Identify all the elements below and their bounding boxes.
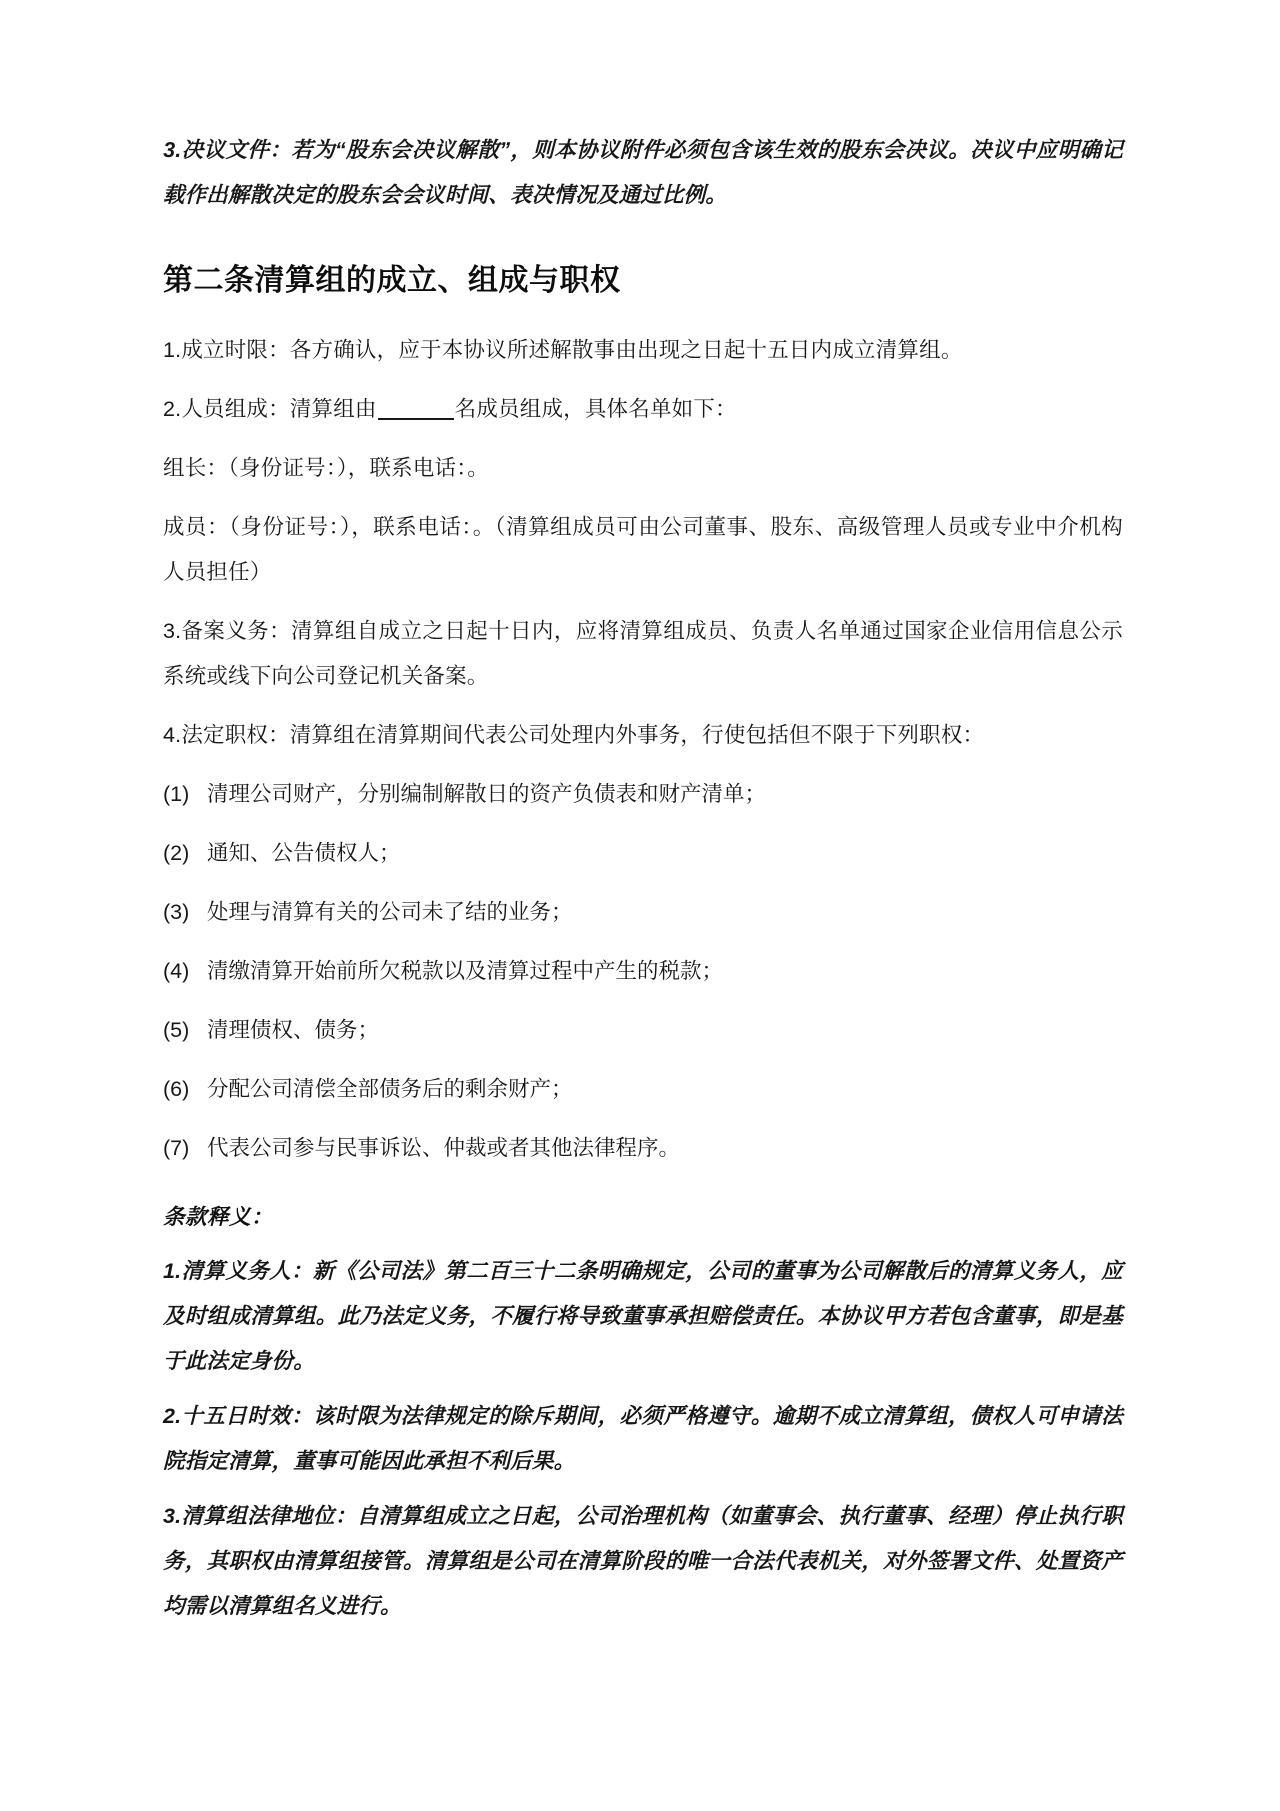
clause-personnel-prefix: 2.人员组成：清算组由: [163, 397, 377, 421]
list-text: 代表公司参与民事诉讼、仲裁或者其他法律程序。: [207, 1136, 681, 1160]
gloss-paragraph-1: 1.清算义务人：新《公司法》第二百三十二条明确规定，公司的董事为公司解散后的清算义务人，应及时组成清算组。此乃法定义务，不履行将导致董事承担赔偿责任。本协议甲方若包含董事，即是基于此法定身份。: [163, 1259, 1123, 1373]
list-marker: (5): [163, 1018, 190, 1042]
document-content: [163, 128, 1123, 1629]
list-text: 处理与清算有关的公司未了结的业务；: [207, 900, 573, 924]
list-item: [163, 1067, 1123, 1112]
gloss-paragraph-2: 2.十五日时效：该时限为法律规定的除斥期间，必须严格遵守。逾期不成立清算组，债权人可申请法院指定清算，董事可能因此承担不利后果。: [163, 1404, 1123, 1473]
list-item: [163, 1008, 1123, 1053]
list-marker: (4): [163, 959, 190, 983]
clause-establishment-deadline: 1.成立时限：各方确认，应于本协议所述解散事由出现之日起十五日内成立清算组。: [163, 338, 963, 362]
clause-filing-obligation: 3.备案义务：清算组自成立之日起十日内，应将清算组成员、负责人名单通过国家企业信用信息公示系统或线下向公司登记机关备案。: [163, 619, 1123, 688]
list-text: 清理公司财产，分别编制解散日的资产负债表和财产清单；: [207, 782, 767, 806]
powers-list: [163, 772, 1123, 1171]
section-heading: 第二条清算组的成立、组成与职权: [163, 264, 621, 297]
clause-group-leader: 组长：（身份证号：），联系电话：。: [163, 456, 489, 480]
clause-personnel-composition: [163, 387, 1123, 432]
list-item: [163, 772, 1123, 817]
clause-group-member: 成员：（身份证号：），联系电话：。（清算组成员可由公司董事、股东、高级管理人员或专业中介机构人员担任）: [163, 515, 1123, 584]
clause-statutory-powers: 4.法定职权：清算组在清算期间代表公司处理内外事务，行使包括但不限于下列职权：: [163, 723, 985, 747]
section-heading-wrap: [163, 260, 1123, 302]
list-text: 清缴清算开始前所欠税款以及清算过程中产生的税款；: [207, 959, 724, 983]
list-marker: (1): [163, 782, 190, 806]
list-marker: (7): [163, 1136, 190, 1160]
list-marker: (2): [163, 841, 190, 865]
gloss-paragraph-3: 3.清算组法律地位：自清算组成立之日起，公司治理机构（如董事会、执行董事、经理）停止执行职务，其职权由清算组接管。清算组是公司在清算阶段的唯一合法代表机关，对外签署文件、处置资产均需以清算组名义进行。: [163, 1504, 1123, 1618]
gloss-title: 条款释义：: [163, 1205, 274, 1229]
list-text: 清理债权、债务；: [207, 1018, 380, 1042]
list-item: [163, 831, 1123, 876]
clause-personnel-suffix: 名成员组成，具体名单如下：: [454, 397, 737, 421]
member-count-blank[interactable]: [378, 418, 454, 420]
list-item: [163, 949, 1123, 994]
list-text: 分配公司清偿全部债务后的剩余财产；: [207, 1077, 573, 1101]
intro-paragraph: 3.决议文件：若为“股东会决议解散”，则本协议附件必须包含该生效的股东会决议。决议中应明确记载作出解散决定的股东会会议时间、表决情况及通过比例。: [162, 138, 1124, 207]
list-text: 通知、公告债权人；: [207, 841, 401, 865]
list-marker: (6): [163, 1077, 190, 1101]
list-marker: (3): [163, 900, 190, 924]
list-item: [163, 890, 1123, 935]
list-item: [163, 1126, 1123, 1171]
